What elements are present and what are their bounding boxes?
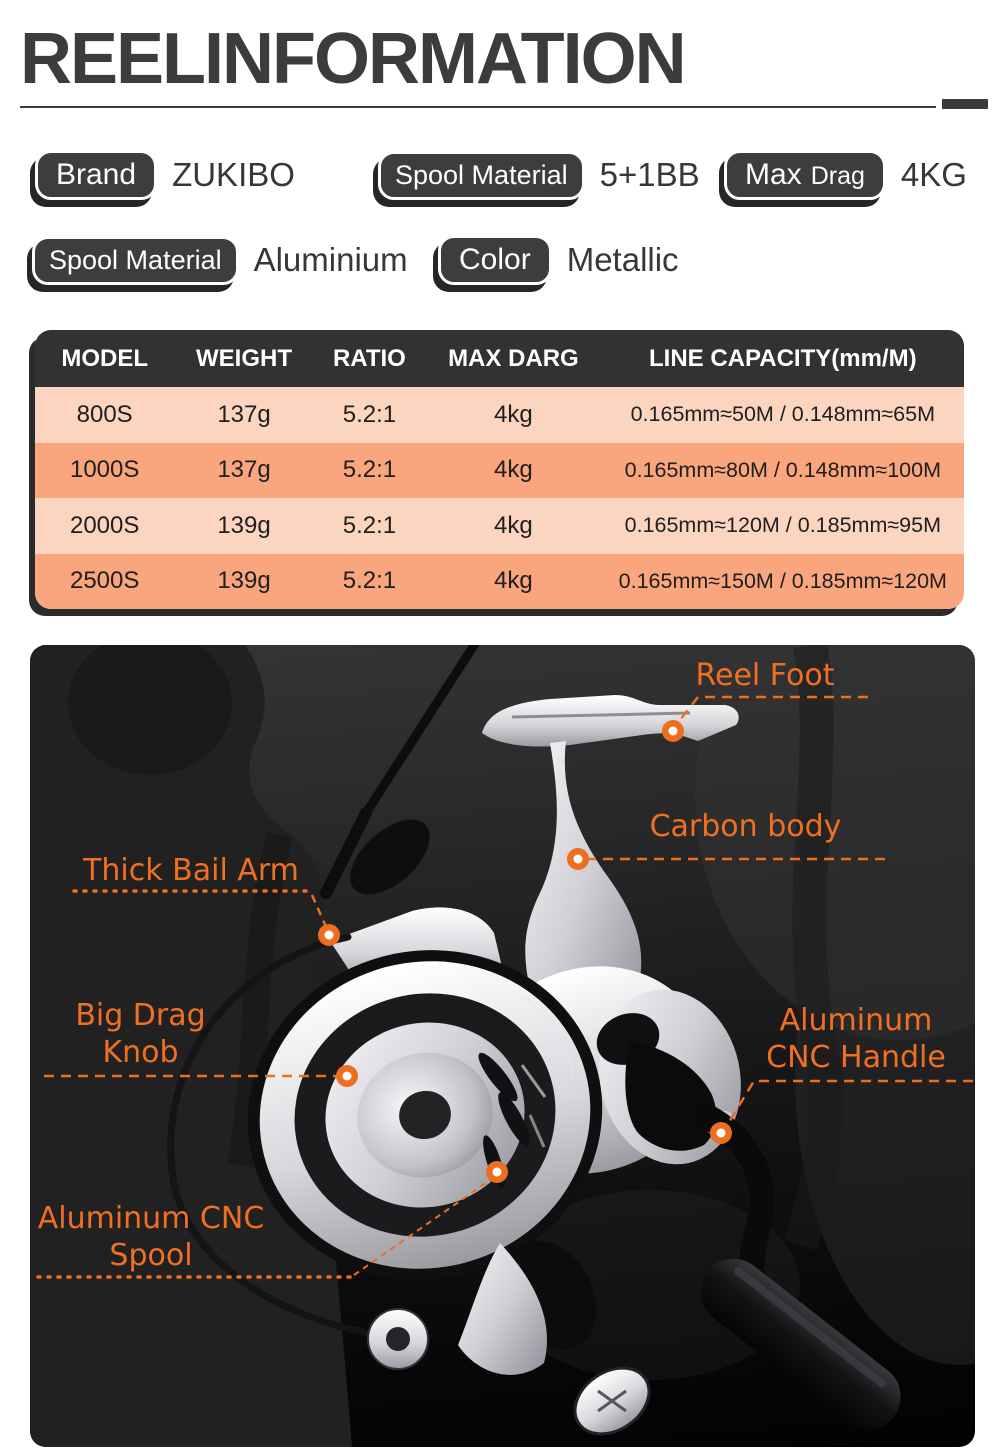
header-cell-ratio: RATIO <box>332 344 406 372</box>
weight-cell: 139g <box>217 511 271 539</box>
line-capacity-cell: 0.165mm≈80M / 0.148mm≈100M <box>624 457 941 482</box>
header-cell-weight: WEIGHT <box>196 344 293 372</box>
badge-label: Max <box>745 158 802 191</box>
fishing-rod-silhouette <box>326 645 478 908</box>
max-drag-cell: 4kg <box>494 511 533 539</box>
page-title: REELINFORMATION <box>20 19 685 99</box>
callout-text: Carbon body <box>649 809 842 844</box>
line-capacity-cell: 0.165mm≈150M / 0.185mm≈120M <box>618 568 947 593</box>
line-capacity-cell: 0.165mm≈120M / 0.185mm≈95M <box>624 513 941 538</box>
badge-label-small: Drag <box>810 162 865 190</box>
badge-group-brand <box>35 148 295 202</box>
callout-text: Big Drag <box>75 998 206 1033</box>
silhouette-reel <box>337 806 443 909</box>
badge-group-color <box>438 233 679 287</box>
callout-label-carbon-body <box>638 808 853 845</box>
callout-text: CNC Handle <box>766 1040 946 1075</box>
callout-text: Thick Bail Arm <box>83 853 299 888</box>
callout-label-aluminum-cnc-spool <box>32 1200 270 1274</box>
model-cell: 800S <box>76 400 133 428</box>
callout-dot-aluminum-cnc-handle <box>710 1122 732 1144</box>
callout-dot-carbon-body <box>567 848 589 870</box>
badge-label: Brand <box>56 158 137 191</box>
callout-dot-reel-foot <box>662 720 684 742</box>
max-drag-cell: 4kg <box>494 400 533 428</box>
color-badge <box>438 235 552 285</box>
spool-material-badge <box>32 236 239 285</box>
callout-label-reel-foot <box>685 657 845 694</box>
model-cell: 2000S <box>69 511 140 539</box>
header-cell-max-drag: MAX DARG <box>448 344 579 372</box>
weight-cell: 137g <box>217 456 271 484</box>
callout-text: Spool <box>109 1238 193 1273</box>
callout-label-aluminum-cnc-handle <box>740 1002 972 1076</box>
table-row <box>35 443 964 499</box>
badge-group-bearings <box>378 148 700 202</box>
title-underline <box>20 106 936 108</box>
product-photo-panel <box>30 645 975 1447</box>
callout-text: Aluminum CNC <box>37 1201 265 1236</box>
reel-foot-shape <box>482 695 739 747</box>
badge-group-spool-material <box>32 233 408 287</box>
badge-label: Spool Material <box>49 244 222 275</box>
max-drag-badge <box>724 150 886 200</box>
spool-material-value: Aluminium <box>253 241 408 278</box>
weight-cell: 137g <box>217 400 271 428</box>
callout-dot-aluminum-cnc-spool <box>486 1161 508 1183</box>
table-row <box>35 498 964 554</box>
color-value: Metallic <box>566 241 679 278</box>
header-cell-model: MODEL <box>61 344 148 372</box>
header-cell-line-capacity: LINE CAPACITY(mm/M) <box>649 344 917 372</box>
badge-group-max-drag <box>724 148 967 202</box>
callout-dot-big-drag-knob <box>336 1065 358 1087</box>
table-header-row <box>35 330 964 387</box>
bearings-value: 5+1BB <box>599 156 700 193</box>
ratio-cell: 5.2:1 <box>342 511 397 539</box>
ratio-cell: 5.2:1 <box>342 400 397 428</box>
title-underline-end-dash <box>942 99 988 109</box>
spec-table <box>35 330 964 609</box>
callout-label-thick-bail-arm <box>70 852 312 889</box>
badge-label: Color <box>459 243 531 276</box>
weight-cell: 139g <box>217 567 271 595</box>
callout-dot-thick-bail-arm <box>318 924 340 946</box>
max-drag-cell: 4kg <box>494 456 533 484</box>
table-row <box>35 554 964 610</box>
callout-text: Aluminum <box>779 1003 933 1038</box>
max-drag-value: 4KG <box>900 156 967 193</box>
table-row <box>35 387 964 443</box>
line-capacity-cell: 0.165mm≈50M / 0.148mm≈65M <box>630 402 936 427</box>
spool-material-badge <box>378 151 585 200</box>
brand-badge <box>35 150 157 200</box>
line-roller-cap <box>386 1327 410 1351</box>
ratio-cell: 5.2:1 <box>342 567 397 595</box>
badge-label: Spool Material <box>395 159 568 190</box>
max-drag-cell: 4kg <box>494 567 533 595</box>
callout-text: Reel Foot <box>695 658 835 693</box>
callout-label-big-drag-knob <box>63 997 218 1071</box>
callout-text: Knob <box>102 1035 179 1070</box>
model-cell: 1000S <box>69 456 140 484</box>
ratio-cell: 5.2:1 <box>342 456 397 484</box>
brand-value: ZUKIBO <box>172 156 295 193</box>
model-cell: 2500S <box>69 567 140 595</box>
